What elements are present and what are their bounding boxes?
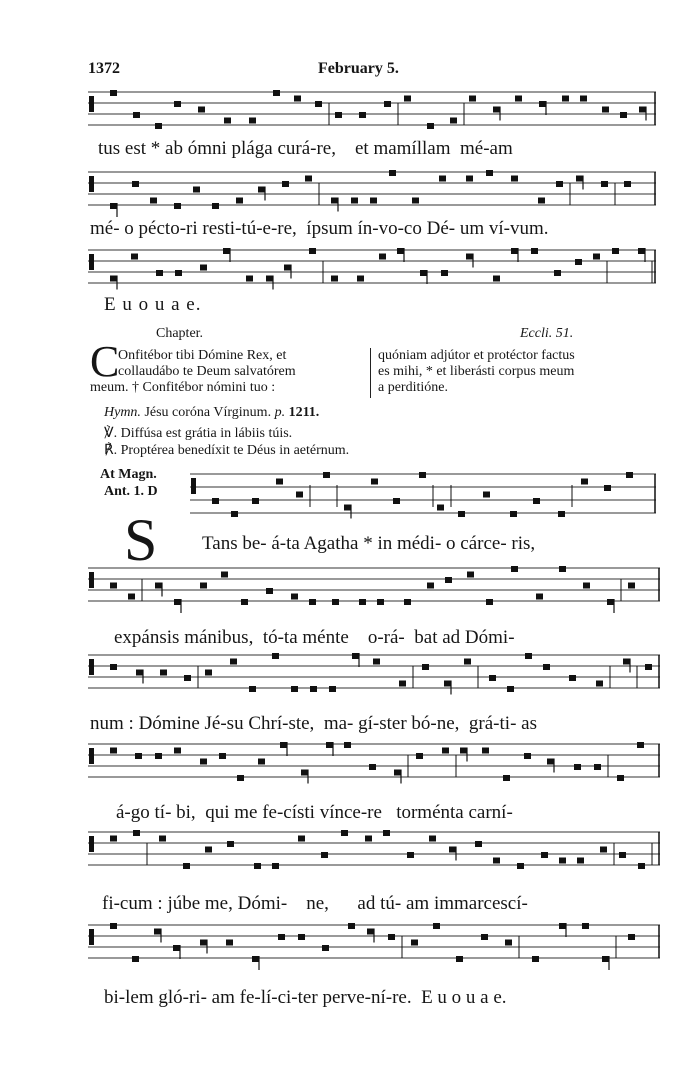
staff-3 (88, 248, 656, 290)
neume (511, 176, 518, 182)
neume (581, 479, 588, 485)
neume (619, 852, 626, 858)
neume (445, 577, 452, 583)
neume (600, 847, 607, 853)
neume (404, 96, 411, 102)
neume (525, 653, 532, 659)
clef (89, 659, 94, 675)
chapter-initial: C (90, 337, 120, 386)
neume (175, 270, 182, 276)
neume (547, 759, 554, 765)
neume (156, 270, 163, 276)
neume (464, 659, 471, 665)
neume (628, 583, 635, 589)
neume (556, 181, 563, 187)
neume (505, 940, 512, 946)
staff-4 (190, 472, 656, 519)
neume (326, 742, 333, 748)
neume (329, 686, 336, 692)
staff-9 (88, 923, 660, 970)
page-date: February 5. (318, 60, 399, 77)
neume (482, 748, 489, 754)
neume (321, 852, 328, 858)
neume (136, 670, 143, 676)
neume (620, 112, 627, 118)
chapter-right-column: quóniam adjútor et protéctor factus es mihi, * et liberásti corpus meum a perditióne. (378, 348, 575, 395)
neume (388, 934, 395, 940)
neume (503, 775, 510, 781)
neume (110, 748, 117, 754)
neume (466, 176, 473, 182)
neume (419, 472, 426, 478)
lyric-line-2: mé- o pécto-ri resti-tú-e-re, ípsum ín-vo-co Dé- um ví-vum. (90, 218, 549, 239)
neume (221, 572, 228, 578)
versicle-line: ℣. Diffúsa est grátia in lábiis túis. (104, 426, 293, 441)
neume (538, 198, 545, 204)
neume (352, 653, 359, 659)
neume (623, 659, 630, 665)
neume (511, 566, 518, 572)
lyric-line-9: bi-lem gló-ri- am fe-lí-ci-ter perve-ní-re. E u o u a e. (104, 987, 507, 1008)
neume (486, 170, 493, 176)
neume (323, 472, 330, 478)
neume (638, 248, 645, 254)
clef (89, 748, 94, 764)
neume (305, 176, 312, 182)
neume (174, 203, 181, 209)
clef (89, 929, 94, 945)
neume (583, 583, 590, 589)
neume (174, 748, 181, 754)
neume (280, 742, 287, 748)
neume (416, 753, 423, 759)
neume (359, 112, 366, 118)
neume (331, 276, 338, 282)
neume (322, 945, 329, 951)
neume (486, 599, 493, 605)
neume (371, 479, 378, 485)
neume (110, 836, 117, 842)
neume (224, 118, 231, 124)
neume (236, 198, 243, 204)
page-number: 1372 (88, 60, 120, 77)
hymn-line: Hymn. Jésu coróna Vírginum. p. 1211. (104, 405, 320, 420)
neume (469, 96, 476, 102)
lyric-line-6: num : Dómine Jé-su Chrí-ste, ma- gí-ster bó-ne, grá-ti- as (90, 713, 537, 734)
neume (404, 599, 411, 605)
neume (183, 863, 190, 869)
neume (507, 686, 514, 692)
neume (205, 847, 212, 853)
neume (517, 863, 524, 869)
neume (309, 599, 316, 605)
neume (580, 96, 587, 102)
neume (628, 934, 635, 940)
neume (389, 170, 396, 176)
neume (574, 764, 581, 770)
clef (89, 254, 94, 270)
neume (450, 118, 457, 124)
neume (252, 956, 259, 962)
neume (150, 198, 157, 204)
neume (456, 956, 463, 962)
neume (315, 101, 322, 107)
neume (249, 686, 256, 692)
neume (335, 112, 342, 118)
chapter-reference: Eccli. 51. (520, 326, 574, 341)
lyric-line-3: E u o u a e. (104, 294, 202, 315)
neume (200, 940, 207, 946)
neume (348, 923, 355, 929)
neume (373, 659, 380, 665)
neume (596, 681, 603, 687)
neume (569, 675, 576, 681)
staff-8 (88, 830, 660, 869)
neume (427, 583, 434, 589)
neume (282, 181, 289, 187)
neume (110, 583, 117, 589)
neume (475, 841, 482, 847)
neume (200, 265, 207, 271)
neume (227, 841, 234, 847)
neume (365, 836, 372, 842)
neume (481, 934, 488, 940)
neume (420, 270, 427, 276)
neume (276, 479, 283, 485)
neume (254, 863, 261, 869)
neume (133, 112, 140, 118)
chapter-left-column: Onfitébor tibi Dómine Rex, et collaudábo te Deum salvatórem (118, 348, 296, 379)
neume (536, 594, 543, 600)
neume (369, 764, 376, 770)
neume (575, 259, 582, 265)
neume (444, 681, 451, 687)
clef (191, 478, 196, 494)
neume (258, 759, 265, 765)
neume (226, 940, 233, 946)
neume (439, 176, 446, 182)
neume (174, 599, 181, 605)
staff-2 (88, 170, 656, 217)
neume (466, 254, 473, 260)
neume (427, 123, 434, 129)
neume (133, 830, 140, 836)
neume (394, 770, 401, 776)
neume (594, 764, 601, 770)
chapter-left-last: meum. † Confitébor nómini tuo : (90, 380, 276, 395)
neume (559, 858, 566, 864)
neume (412, 198, 419, 204)
neume (576, 176, 583, 182)
staff-6 (88, 653, 660, 695)
neume (110, 664, 117, 670)
neume (291, 686, 298, 692)
neume (135, 753, 142, 759)
neume (294, 96, 301, 102)
neume (298, 934, 305, 940)
neume (284, 265, 291, 271)
column-divider (370, 348, 371, 398)
neume (266, 588, 273, 594)
neume (562, 96, 569, 102)
neume (604, 485, 611, 491)
neume (638, 863, 645, 869)
neume (617, 775, 624, 781)
lyric-line-5: expánsis mánibus, tó-ta ménte o-rá- bat ad Dómi- (114, 627, 515, 648)
neume (174, 101, 181, 107)
neume (241, 599, 248, 605)
neume (155, 583, 162, 589)
neume (554, 270, 561, 276)
neume (539, 101, 546, 107)
neume (128, 594, 135, 600)
neume (533, 498, 540, 504)
clef (89, 572, 94, 588)
neume (379, 254, 386, 260)
neume (639, 107, 646, 113)
neume (159, 836, 166, 842)
neume (624, 181, 631, 187)
neume (272, 653, 279, 659)
neume (612, 248, 619, 254)
neume (370, 198, 377, 204)
neume (357, 276, 364, 282)
neume (278, 934, 285, 940)
neume (212, 498, 219, 504)
neume (524, 753, 531, 759)
neume (154, 929, 161, 935)
lyric-line-7: á-go tí- bi, qui me fe-císti víncе-re torménta carní- (116, 802, 513, 823)
neume (237, 775, 244, 781)
neume (377, 599, 384, 605)
neume (344, 505, 351, 511)
neume (198, 107, 205, 113)
neume (200, 583, 207, 589)
neume (184, 675, 191, 681)
clef (89, 836, 94, 852)
neume (331, 198, 338, 204)
neume (393, 498, 400, 504)
neume (442, 748, 449, 754)
neume (511, 248, 518, 254)
neume (367, 929, 374, 935)
neume (291, 594, 298, 600)
neume (219, 753, 226, 759)
neume (493, 107, 500, 113)
lyric-line-4: Tans be- á-ta Agatha * in médi- o cárce- ris, (202, 533, 536, 554)
neume (531, 248, 538, 254)
neume (341, 830, 348, 836)
neume (645, 664, 652, 670)
neume (429, 836, 436, 842)
neume (458, 511, 465, 517)
neume (231, 511, 238, 517)
neume (359, 599, 366, 605)
neume (577, 858, 584, 864)
neume (223, 248, 230, 254)
neume (110, 90, 117, 96)
neume (532, 956, 539, 962)
neume (559, 923, 566, 929)
neume (193, 187, 200, 193)
neume (212, 203, 219, 209)
clef (89, 96, 94, 112)
neume (510, 511, 517, 517)
neume (110, 923, 117, 929)
neume (558, 511, 565, 517)
neume (399, 681, 406, 687)
neume (407, 852, 414, 858)
neume (249, 118, 256, 124)
neume (602, 956, 609, 962)
neume (266, 276, 273, 282)
neume (296, 492, 303, 498)
neume (200, 759, 207, 765)
antiphon-label-2: Ant. 1. D (104, 484, 158, 499)
neume (309, 248, 316, 254)
neume (301, 770, 308, 776)
chapter-heading: Chapter. (156, 326, 204, 341)
neume (252, 498, 259, 504)
neume (460, 748, 467, 754)
neume (384, 101, 391, 107)
neume (515, 96, 522, 102)
neume (467, 572, 474, 578)
response-line: ℟. Proptérea benedíxit te Déus in aetérnum. (104, 443, 350, 458)
neume (205, 670, 212, 676)
neume (298, 836, 305, 842)
neume (607, 599, 614, 605)
lyric-line-8: fi-cum : júbe me, Dómi- ne, ad tú- am immarcescí- (102, 893, 528, 914)
neume (230, 659, 237, 665)
neume (351, 198, 358, 204)
neume (131, 254, 138, 260)
neume (422, 664, 429, 670)
neume (626, 472, 633, 478)
neume (246, 276, 253, 282)
neume (489, 675, 496, 681)
neume (397, 248, 404, 254)
neume (483, 492, 490, 498)
neume (582, 923, 589, 929)
neume (273, 90, 280, 96)
staff-5 (88, 566, 660, 613)
neume (110, 203, 117, 209)
neume (332, 599, 339, 605)
neume (110, 276, 117, 282)
neume (344, 742, 351, 748)
neume (543, 664, 550, 670)
neume (637, 742, 644, 748)
neume (132, 956, 139, 962)
neume (449, 847, 456, 853)
lyric-line-1: tus est * ab ómni plága curá-re, et mamíllam mé-am (98, 138, 513, 159)
neume (601, 181, 608, 187)
antiphon-initial: S (124, 507, 158, 573)
clef (89, 176, 94, 192)
neume (258, 187, 265, 193)
neume (602, 107, 609, 113)
neume (541, 852, 548, 858)
neume (433, 923, 440, 929)
antiphon-label-1: At Magn. (100, 467, 157, 482)
staff-1 (88, 90, 656, 129)
neume (173, 945, 180, 951)
neume (493, 276, 500, 282)
neume (155, 753, 162, 759)
neume (411, 940, 418, 946)
neume (559, 566, 566, 572)
neume (437, 505, 444, 511)
neume (383, 830, 390, 836)
neume (272, 863, 279, 869)
neume (155, 123, 162, 129)
staff-7 (88, 742, 660, 784)
neume (310, 686, 317, 692)
neume (593, 254, 600, 260)
neume (441, 270, 448, 276)
neume (160, 670, 167, 676)
neume (493, 858, 500, 864)
neume (132, 181, 139, 187)
